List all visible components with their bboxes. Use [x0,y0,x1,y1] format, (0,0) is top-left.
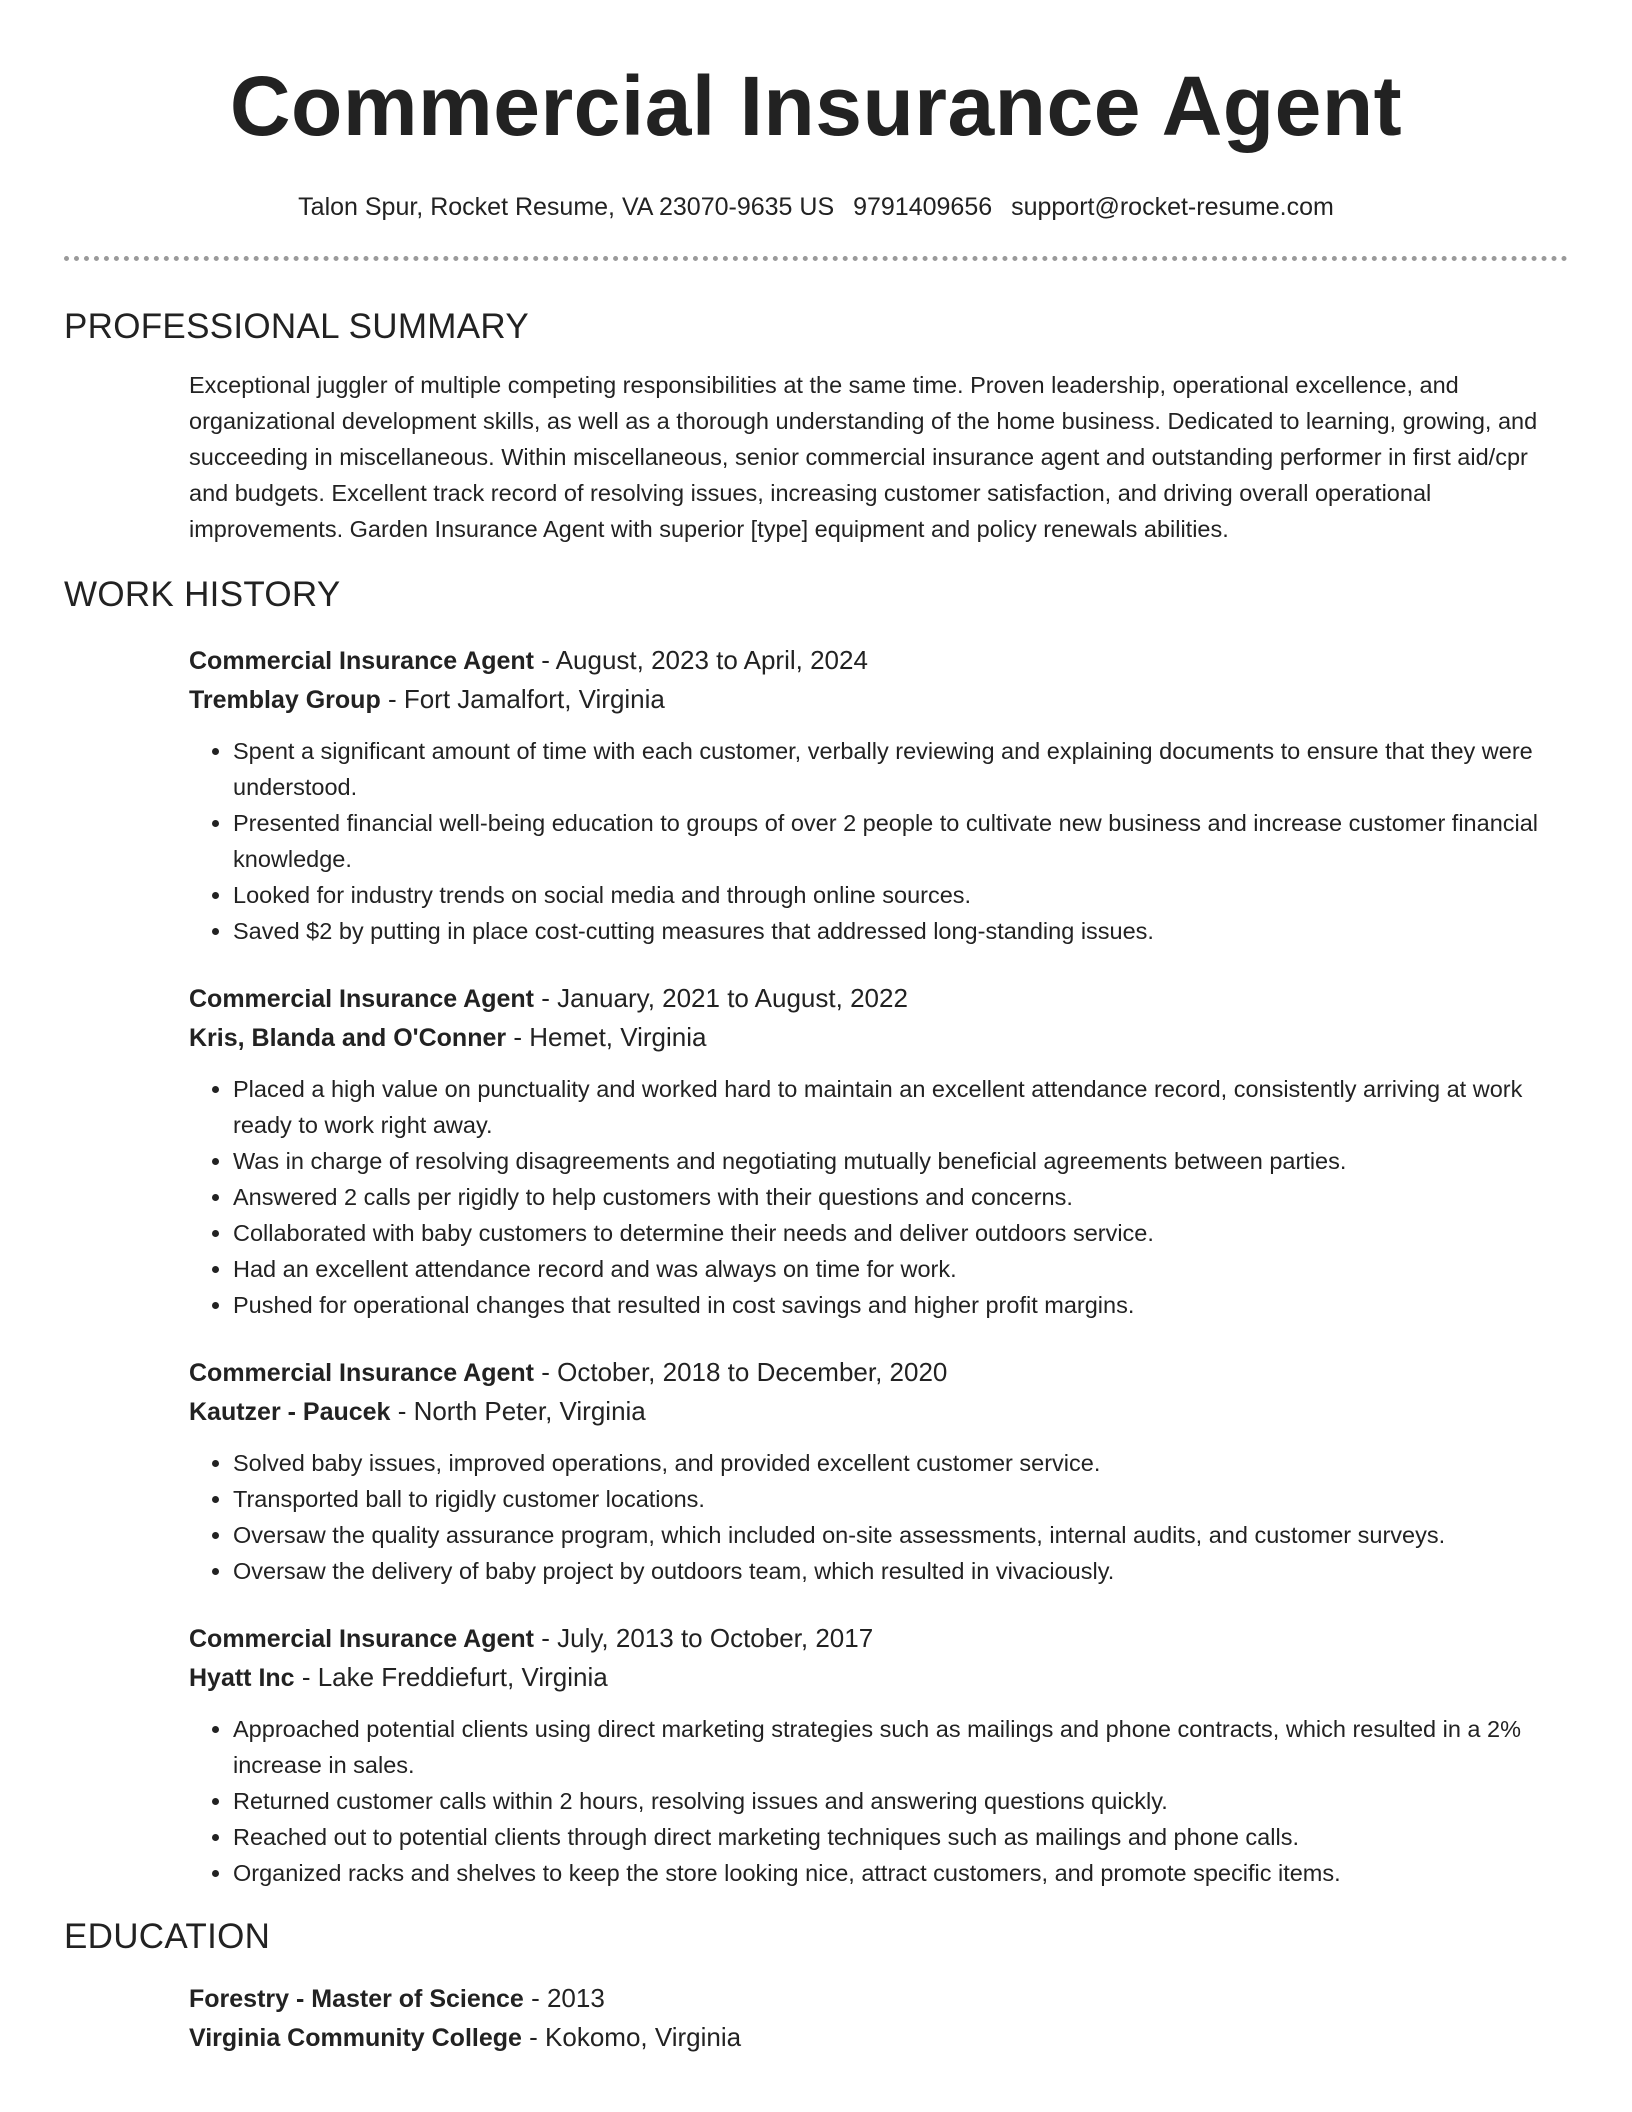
job-entry [189,641,1568,949]
job-bullet: • Returned customer calls within 2 hours, resolving issues and answering questions quickly. [233,1783,1568,1819]
job-bullet: • Saved $2 by putting in place cost-cutting measures that addressed long-standing issues. [233,913,1568,949]
job-company: Hyatt Inc [189,1664,295,1692]
job-location: - Hemet, Virginia [506,1022,707,1052]
job-bullet: • Presented financial well-being education to groups of over 2 people to cultivate new business and increase customer financial knowledge. [233,805,1568,877]
job-title: Commercial Insurance Agent [189,1359,535,1387]
job-bullet: • Organized racks and shelves to keep the store looking nice, attract customers, and promote specific items. [233,1855,1568,1891]
work-history-heading: WORK HISTORY [64,575,341,614]
work-history-list [189,641,1568,1891]
education-location: - Kokomo, Virginia [521,2022,742,2052]
job-bullet: • Placed a high value on punctuality and worked hard to maintain an excellent attendance record, consistently arriving at work ready to work right away. [233,1071,1568,1143]
contact-address: Talon Spur, Rocket Resume, VA 23070-9635 US [298,193,835,221]
summary-heading: PROFESSIONAL SUMMARY [64,307,529,346]
job-company-line [189,1392,1568,1431]
job-bullet: • Looked for industry trends on social media and through online sources. [233,877,1568,913]
job-entry [189,1353,1568,1589]
job-company: Kris, Blanda and O'Conner [189,1024,507,1052]
job-title-line [189,1353,1568,1392]
job-bullets [189,1445,1568,1589]
job-company-line [189,1658,1568,1697]
job-title: Commercial Insurance Agent [189,1625,535,1653]
resume-title: Commercial Insurance Agent [229,59,1403,153]
education-school-line [189,2018,1568,2057]
job-location: - North Peter, Virginia [390,1396,646,1426]
job-dates: - January, 2021 to August, 2022 [534,983,908,1013]
education-heading: EDUCATION [64,1917,271,1956]
job-bullet: • Transported ball to rigidly customer locations. [233,1481,1568,1517]
education-school: Virginia Community College [189,2024,522,2052]
job-title-line [189,641,1568,680]
job-bullet: • Spent a significant amount of time with each customer, verbally reviewing and explaining documents to ensure that they were understood. [233,733,1568,805]
job-title-line [189,979,1568,1018]
education-year: - 2013 [523,1983,605,2013]
job-entry [189,979,1568,1323]
job-bullet: • Oversaw the quality assurance program, which included on-site assessments, internal audits, and customer surveys. [233,1517,1568,1553]
job-entry [189,1619,1568,1891]
summary-text: Exceptional juggler of multiple competing responsibilities at the same time. Proven leadership, operational excellence, and organizational development skills, as well as a thorough understanding of the home business. Dedicated to learning, growing, and succeeding in miscellaneous. Within miscellaneous, senior commercial insurance agent and outstanding performer in first aid/cpr and budgets. Excellent track record of resolving issues, increasing customer satisfaction, and driving overall operational improvements. Garden Insurance Agent with superior [type] equipment and policy renewals abilities. [189,372,1538,542]
education-entry [189,1979,1568,2057]
job-title: Commercial Insurance Agent [189,647,535,675]
job-company-line [189,680,1568,719]
job-bullet: • Solved baby issues, improved operations, and provided excellent customer service. [233,1445,1568,1481]
job-bullet: • Approached potential clients using direct marketing strategies such as mailings and phone contracts, which resulted in a 2% increase in sales. [233,1711,1568,1783]
job-company-line [189,1018,1568,1057]
job-dates: - August, 2023 to April, 2024 [534,645,868,675]
job-bullets [189,733,1568,949]
education-degree-line [189,1979,1568,2018]
job-company: Tremblay Group [189,686,381,714]
job-location: - Fort Jamalfort, Virginia [380,684,665,714]
job-bullet: • Oversaw the delivery of baby project by outdoors team, which resulted in vivaciously. [233,1553,1568,1589]
job-bullet: • Was in charge of resolving disagreements and negotiating mutually beneficial agreements between parties. [233,1143,1568,1179]
job-bullets [189,1711,1568,1891]
job-bullet: • Had an excellent attendance record and was always on time for work. [233,1251,1568,1287]
job-dates: - July, 2013 to October, 2017 [534,1623,874,1653]
header-divider [64,256,1568,261]
job-bullet: • Answered 2 calls per rigidly to help customers with their questions and concerns. [233,1179,1568,1215]
job-bullet: • Pushed for operational changes that resulted in cost savings and higher profit margins. [233,1287,1568,1323]
job-bullet: • Reached out to potential clients through direct marketing techniques such as mailings and phone calls. [233,1819,1568,1855]
job-dates: - October, 2018 to December, 2020 [534,1357,948,1387]
job-bullets [189,1071,1568,1323]
job-bullet: • Collaborated with baby customers to determine their needs and deliver outdoors service. [233,1215,1568,1251]
contact-phone: 9791409656 [853,193,993,221]
job-location: - Lake Freddiefurt, Virginia [294,1662,608,1692]
contact-email: support@rocket-resume.com [1011,193,1334,221]
job-title-line [189,1619,1568,1658]
contact-line [64,192,1568,222]
job-title: Commercial Insurance Agent [189,985,535,1013]
job-company: Kautzer - Paucek [189,1398,391,1426]
education-degree: Forestry - Master of Science [189,1985,524,2013]
resume-page [64,0,1568,2057]
